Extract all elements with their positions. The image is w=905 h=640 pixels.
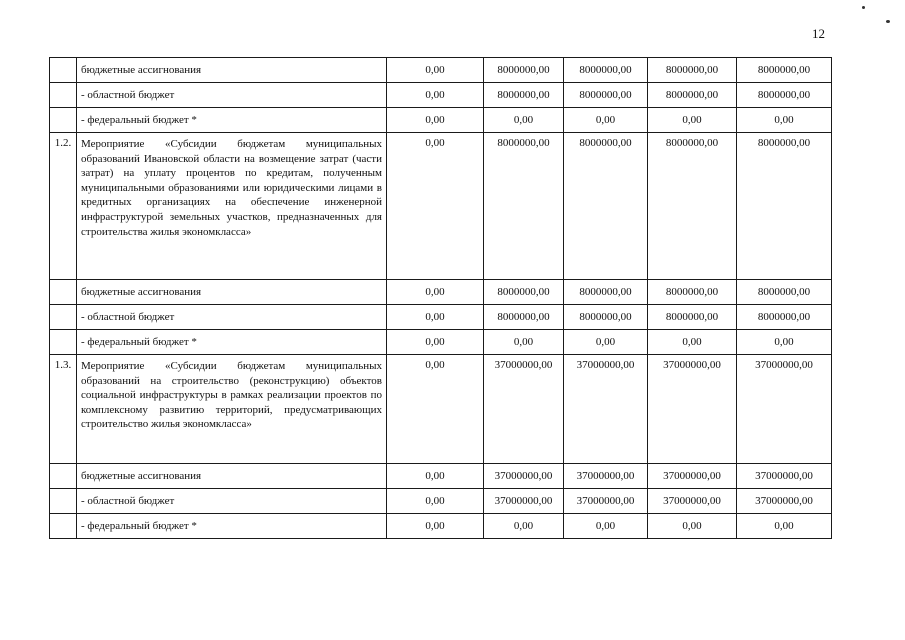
value-cell: 0,00 — [484, 108, 564, 133]
row-label: бюджетные ассигнования — [77, 464, 387, 489]
value-cell: 8000000,00 — [648, 83, 737, 108]
value-cell: 0,00 — [737, 108, 832, 133]
row-index — [50, 305, 77, 330]
table-row — [50, 305, 832, 330]
value-cell: 8000000,00 — [737, 83, 832, 108]
row-label: - областной бюджет — [77, 83, 387, 108]
value-cell: 0,00 — [387, 58, 484, 83]
scan-speck — [886, 20, 890, 23]
row-index: 1.3. — [50, 355, 77, 464]
value-cell: 8000000,00 — [564, 58, 648, 83]
value-cell: 8000000,00 — [648, 305, 737, 330]
table-row — [50, 58, 832, 83]
table-row — [50, 280, 832, 305]
value-cell: 0,00 — [484, 514, 564, 539]
value-cell: 37000000,00 — [484, 355, 564, 464]
value-cell: 37000000,00 — [648, 355, 737, 464]
value-cell: 37000000,00 — [564, 489, 648, 514]
table-row — [50, 464, 832, 489]
value-cell: 0,00 — [737, 514, 832, 539]
value-cell: 8000000,00 — [484, 305, 564, 330]
row-index — [50, 514, 77, 539]
value-cell: 8000000,00 — [737, 58, 832, 83]
row-index — [50, 330, 77, 355]
value-cell: 8000000,00 — [484, 280, 564, 305]
page-number: 12 — [812, 26, 825, 41]
value-cell: 0,00 — [387, 355, 484, 464]
scan-speck — [862, 6, 865, 9]
table-row — [50, 489, 832, 514]
row-label: - областной бюджет — [77, 305, 387, 330]
event-description: Мероприятие «Субсидии бюджетам муниципальных образований Ивановской области на возмещение затрат (части затрат) на уплату процентов по кредитам, полученным муниципальными образованиями или юридическими лицами в кредитных организациях на обеспечение инженерной инфраструктурой земельных участков, предназначенных для строительства жилья экономкласса» — [77, 133, 387, 280]
event-row — [50, 355, 832, 464]
row-label: бюджетные ассигнования — [77, 58, 387, 83]
value-cell: 0,00 — [387, 280, 484, 305]
budget-table-body — [50, 58, 832, 539]
row-index — [50, 108, 77, 133]
value-cell: 37000000,00 — [564, 355, 648, 464]
value-cell: 0,00 — [387, 83, 484, 108]
row-index — [50, 489, 77, 514]
table-row — [50, 514, 832, 539]
row-index — [50, 280, 77, 305]
value-cell: 0,00 — [564, 330, 648, 355]
value-cell: 0,00 — [564, 108, 648, 133]
budget-table — [49, 57, 832, 539]
value-cell: 0,00 — [387, 108, 484, 133]
value-cell: 37000000,00 — [737, 489, 832, 514]
value-cell: 37000000,00 — [737, 355, 832, 464]
table-row — [50, 330, 832, 355]
value-cell: 37000000,00 — [484, 464, 564, 489]
row-index — [50, 464, 77, 489]
row-label: бюджетные ассигнования — [77, 280, 387, 305]
value-cell: 0,00 — [387, 305, 484, 330]
row-label: - областной бюджет — [77, 489, 387, 514]
value-cell: 0,00 — [564, 514, 648, 539]
value-cell: 8000000,00 — [737, 280, 832, 305]
event-description: Мероприятие «Субсидии бюджетам муниципальных образований на строительство (реконструкцию) объектов социальной инфраструктуры в рамках реализации проектов по комплексному развитию территорий, предусматривающих строительство жилья экономкласса» — [77, 355, 387, 464]
value-cell: 0,00 — [648, 514, 737, 539]
value-cell: 37000000,00 — [648, 464, 737, 489]
value-cell: 8000000,00 — [564, 305, 648, 330]
value-cell: 8000000,00 — [484, 58, 564, 83]
table-row — [50, 108, 832, 133]
row-label: - федеральный бюджет * — [77, 514, 387, 539]
value-cell: 8000000,00 — [737, 305, 832, 330]
value-cell: 0,00 — [648, 108, 737, 133]
value-cell: 8000000,00 — [648, 280, 737, 305]
value-cell: 8000000,00 — [648, 133, 737, 280]
value-cell: 0,00 — [387, 514, 484, 539]
value-cell: 0,00 — [387, 489, 484, 514]
row-label: - федеральный бюджет * — [77, 108, 387, 133]
value-cell: 8000000,00 — [484, 133, 564, 280]
value-cell: 0,00 — [387, 464, 484, 489]
value-cell: 0,00 — [648, 330, 737, 355]
value-cell: 0,00 — [737, 330, 832, 355]
row-index — [50, 83, 77, 108]
row-index: 1.2. — [50, 133, 77, 280]
value-cell: 37000000,00 — [564, 464, 648, 489]
value-cell: 37000000,00 — [737, 464, 832, 489]
value-cell: 8000000,00 — [564, 83, 648, 108]
table-row — [50, 83, 832, 108]
value-cell: 8000000,00 — [648, 58, 737, 83]
value-cell: 0,00 — [387, 133, 484, 280]
value-cell: 37000000,00 — [648, 489, 737, 514]
value-cell: 0,00 — [387, 330, 484, 355]
row-label: - федеральный бюджет * — [77, 330, 387, 355]
row-index — [50, 58, 77, 83]
value-cell: 8000000,00 — [564, 133, 648, 280]
value-cell: 8000000,00 — [737, 133, 832, 280]
value-cell: 8000000,00 — [564, 280, 648, 305]
value-cell: 37000000,00 — [484, 489, 564, 514]
value-cell: 0,00 — [484, 330, 564, 355]
event-row — [50, 133, 832, 280]
value-cell: 8000000,00 — [484, 83, 564, 108]
